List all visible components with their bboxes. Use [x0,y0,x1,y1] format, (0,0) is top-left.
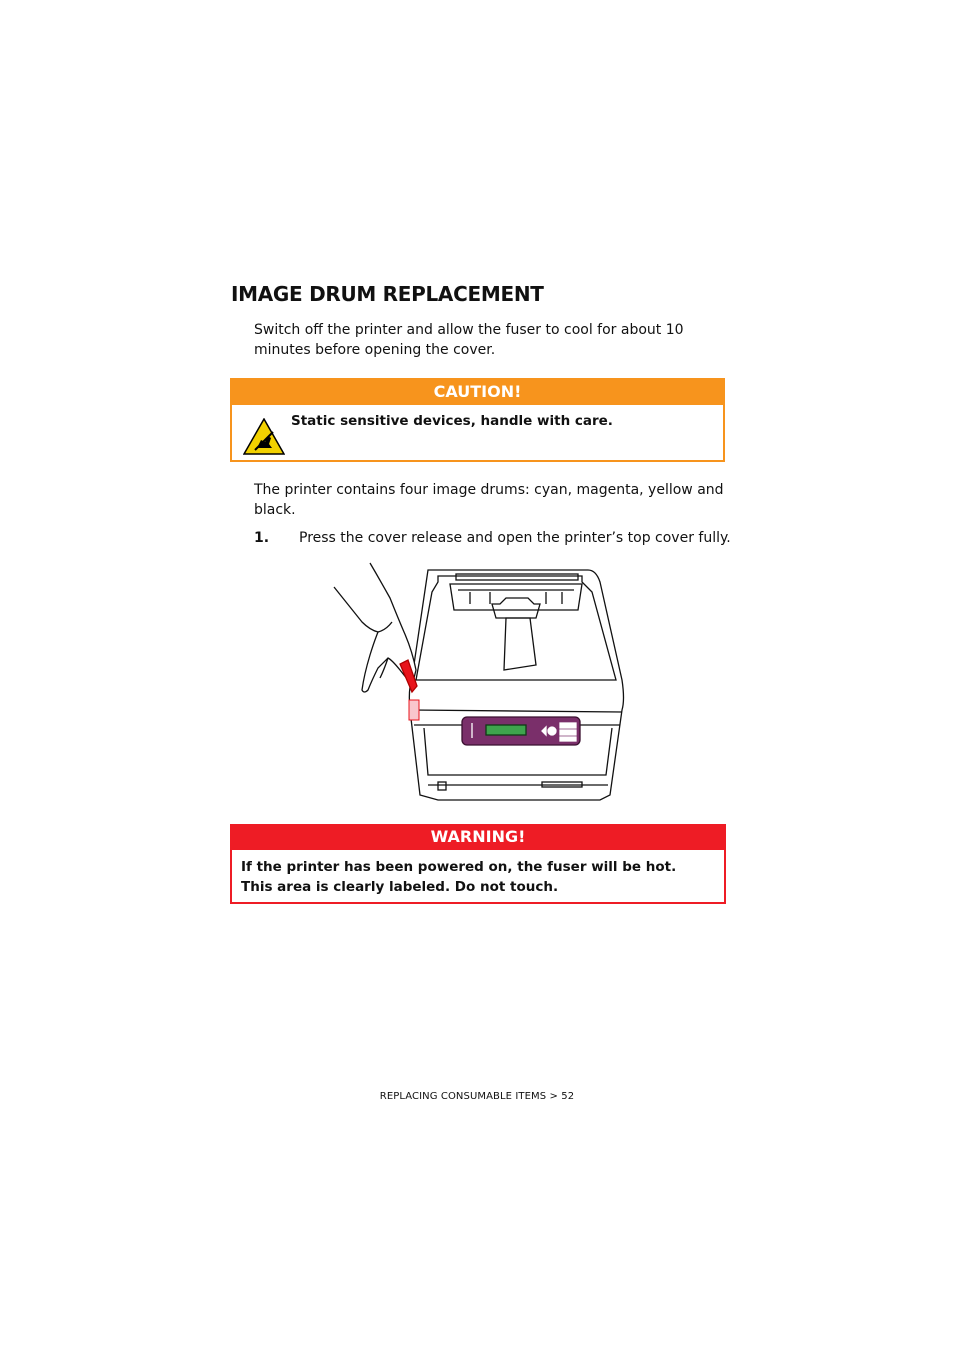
caution-text: Static sensitive devices, handle with care. [291,413,613,429]
warning-text: If the printer has been powered on, the fuser will be hot. This area is clearly labeled. Do not touch. [241,859,677,895]
warning-box [230,824,726,904]
caution-header: CAUTION! [232,378,723,405]
step-number: 1. [254,530,270,546]
page-title: IMAGE DRUM REPLACEMENT [231,282,544,306]
caution-box [230,378,725,462]
intro-paragraph: Switch off the printer and allow the fuser to cool for about 10 minutes before opening the cover. [254,322,684,358]
warning-header: WARNING! [232,824,724,850]
drums-paragraph: The printer contains four image drums: cyan, magenta, yellow and black. [254,482,724,518]
printer-cover-release-illustration [320,560,640,809]
step-text: Press the cover release and open the printer’s top cover fully. [299,530,731,546]
page-footer: REPLACING CONSUMABLE ITEMS > 52 [379,1091,575,1102]
esd-warning-icon [243,418,285,459]
